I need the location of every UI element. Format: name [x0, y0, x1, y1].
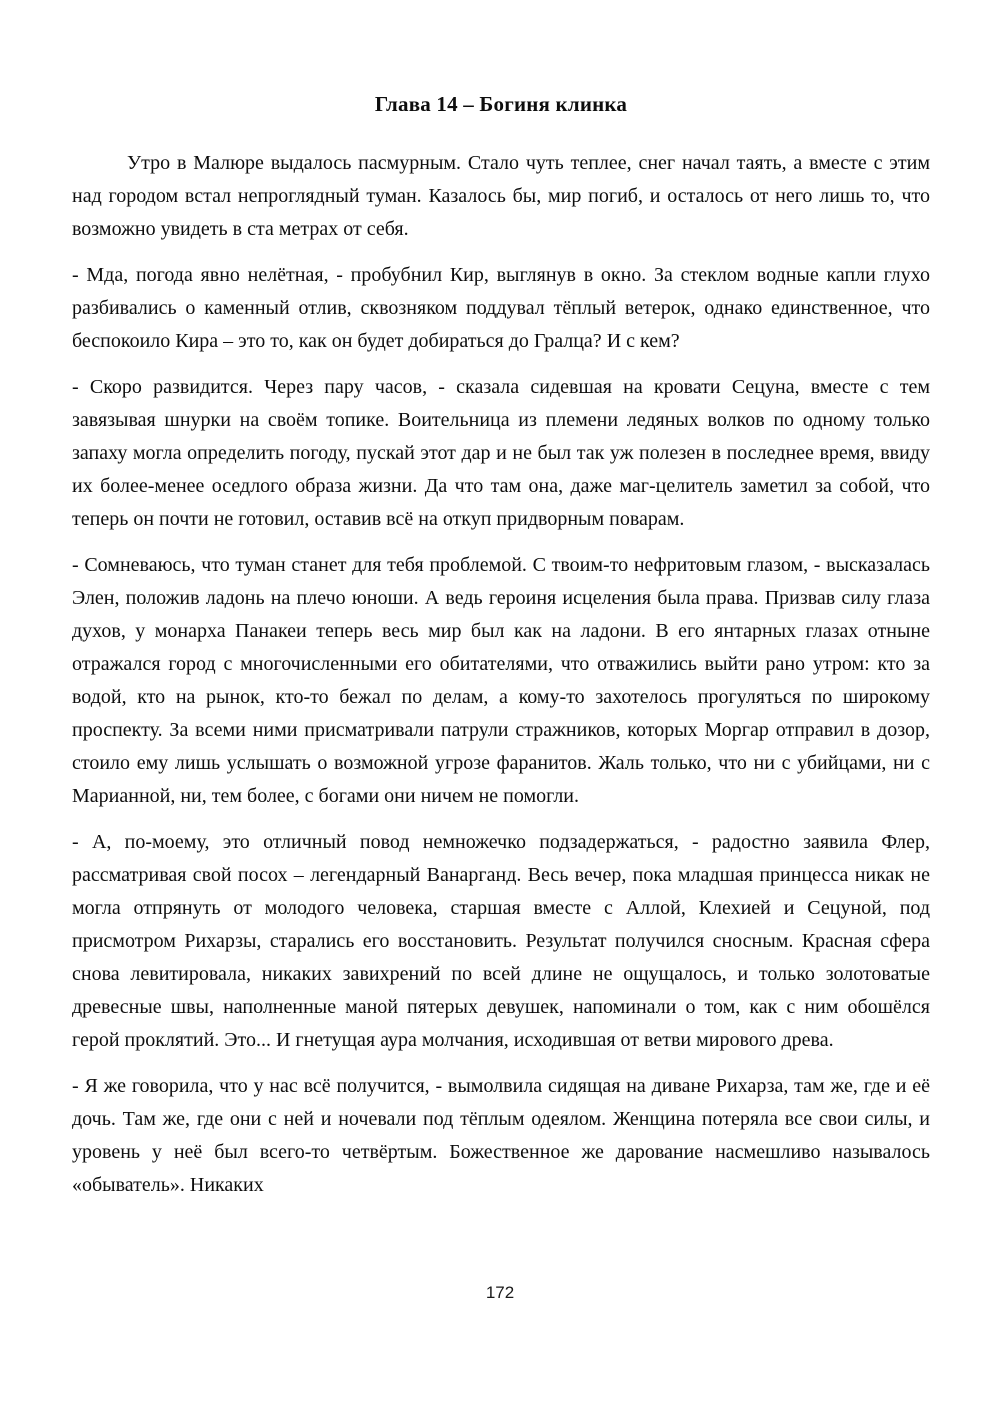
page-number: 172 — [485, 1283, 515, 1302]
chapter-title: Глава 14 – Богиня клинка — [374, 92, 628, 116]
chapter-body — [72, 147, 930, 1202]
paragraph: - Мда, погода явно нелётная, - пробубнил Кир, выглянув в окно. За стеклом водные капли глухо разбивались о каменный отлив, сквозняком поддувал тёплый ветерок, однако единственное, что беспокоило Кира – это то, как он будет добираться до Гралца? И с кем? — [72, 264, 930, 352]
paragraph: - Я же говорила, что у нас всё получится, - вымолвила сидящая на диване Рихарза, там же, где и её дочь. Там же, где они с ней и ночевали под тёплым одеялом. Женщина потеряла все свои силы, и уровень у неё был всего-то четвёртым. Божественное же дарование насмешливо называлось «обыватель». Никаких — [72, 1075, 930, 1196]
paragraph: - А, по-моему, это отличный повод немножечко подзадержаться, - радостно заявила Флер, рассматривая свой посох – легендарный Ванарганд. Весь вечер, пока младшая принцесса никак не могла отпрянуть от молодого человека, старшая вместе с Аллой, Клехией и Сецуной, под присмотром Рихарзы, старались его восстановить. Результат получился сносным. Красная сфера снова левитировала, никаких завихрений по всей длине не ощущалось, и только золотоватые древесные швы, наполненные маной пятерых девушек, напоминали о том, как с ним обошёлся герой проклятий. Это... И гнетущая аура молчания, исходившая от ветви мирового древа. — [72, 831, 930, 1051]
paragraph: - Скоро развидится. Через пару часов, - сказала сидевшая на кровати Сецуна, вместе с тем завязывая шнурки на своём топике. Воительница из племени ледяных волков по одному только запаху могла определить погоду, пускай этот дар и не был так уж полезен в последнее время, ввиду их более-менее оседлого образа жизни. Да что там она, даже маг-целитель заметил за собой, что теперь он почти не готовил, оставив всё на откуп придворным поварам. — [72, 376, 930, 530]
paragraph: - Сомневаюсь, что туман станет для тебя проблемой. С твоим-то нефритовым глазом, - высказалась Элен, положив ладонь на плечо юноши. А ведь героиня исцеления была права. Призвав силу глаза духов, у монарха Панакеи теперь весь мир был как на ладони. В его янтарных глазах отныне отражался город с многочисленными его обитателями, что отважились выйти рано утром: кто за водой, кто на рынок, кто-то бежал по делам, а кому-то захотелось прогуляться по широкому проспекту. За всеми ними присматривали патрули стражников, которых Моргар отправил в дозор, стоило ему лишь услышать о возможной угрозе фаранитов. Жаль только, что ни с убийцами, ни с Марианной, ни, тем более, с богами они ничем не помогли. — [72, 554, 930, 807]
paragraph: Утро в Малюре выдалось пасмурным. Стало чуть теплее, снег начал таять, а вместе с этим над городом встал непроглядный туман. Казалось бы, мир погиб, и осталось от него лишь то, что возможно увидеть в ста метрах от себя. — [72, 152, 930, 240]
